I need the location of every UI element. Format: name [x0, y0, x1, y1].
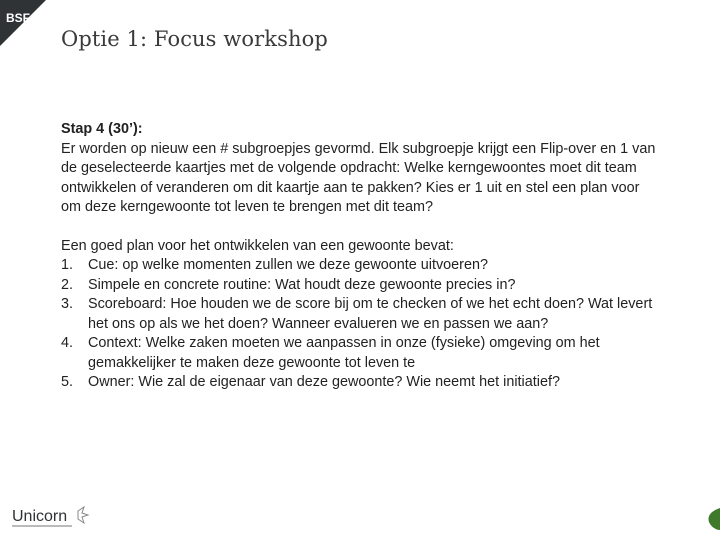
list-item-text: Scoreboard: Hoe houden we de score bij om te checken of we het echt doen? Wat levert het ons op als we het doen? Wanneer evalueren we en passen we aan? [88, 296, 653, 332]
svg-text:Unicorn: Unicorn [12, 508, 68, 525]
list-item [61, 276, 661, 296]
list-item-text: Context: Welke zaken moeten we aanpassen in onze (fysieke) omgeving om het gemakkelijker te maken deze gewoonte tot leven te [88, 335, 600, 371]
svg-text:BSF: BSF [6, 11, 30, 25]
list-item [61, 295, 661, 334]
step-description: Er worden op nieuw een # subgroepjes gevormd. Elk subgroepje krijgt een Flip-over en 1 van de geselecteerde kaartjes met de volgende opdracht: Welke kerngewoontes moet dit team ontwikkelen of veranderen om dit kaartje aan te pakken? Kies er 1 uit en stel een plan voor om deze kerngewoonte tot leven te brengen met dit team? [61, 140, 656, 215]
list-item-text: Cue: op welke momenten zullen we deze gewoonte uitvoeren? [88, 257, 488, 273]
green-leaf-icon [707, 508, 720, 530]
plan-intro: Een goed plan voor het ontwikkelen van een gewoonte bevat: [61, 237, 454, 254]
list-number: 4. [61, 335, 74, 351]
list-item-text: Owner: Wie zal de eigenaar van deze gewoonte? Wie neemt het initiatief? [88, 374, 560, 390]
list-item [61, 373, 661, 393]
list-number: 5. [61, 374, 74, 390]
list-number: 3. [61, 296, 74, 312]
step-heading: Stap 4 (30’): [61, 121, 143, 137]
paragraph-spacer [61, 218, 661, 237]
corner-logo-icon [0, 0, 46, 46]
slide-body [61, 120, 661, 393]
page-title: Optie 1: Focus workshop [61, 27, 328, 51]
unicorn-logo-icon [12, 503, 96, 533]
plan-list [61, 256, 661, 393]
list-item [61, 334, 661, 373]
list-item [61, 256, 661, 276]
list-item-text: Simpele en concrete routine: Wat houdt deze gewoonte precies in? [88, 276, 516, 293]
list-number: 2. [61, 276, 74, 293]
list-number: 1. [61, 257, 74, 273]
